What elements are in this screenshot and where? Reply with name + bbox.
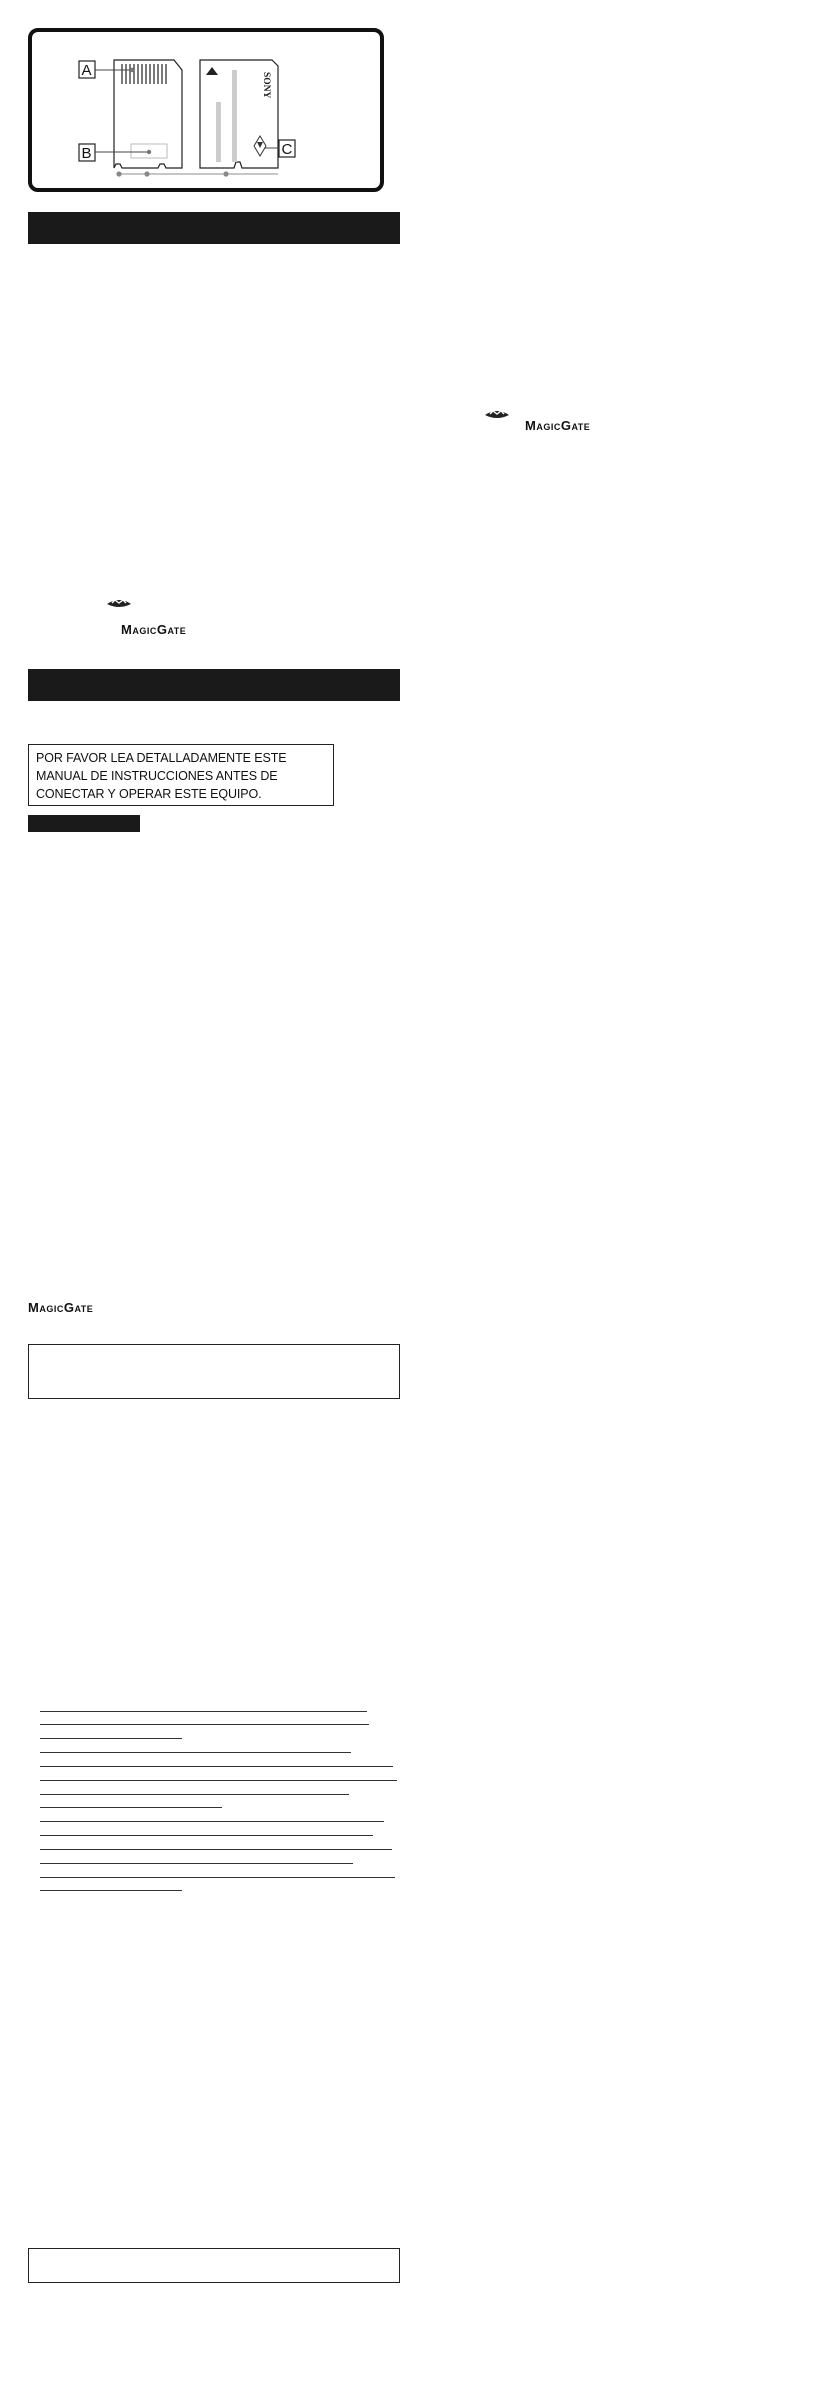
brand-sony: SONY xyxy=(261,72,271,99)
pointer-dot xyxy=(223,171,228,176)
blank-line xyxy=(40,1877,395,1878)
terminals xyxy=(122,64,166,84)
empty-note-box-bottom xyxy=(28,2248,400,2283)
blank-line xyxy=(40,1738,182,1739)
pointer-dot xyxy=(144,171,149,176)
blank-line xyxy=(40,1821,384,1822)
magicgate-logo: MagicGate xyxy=(121,622,187,637)
memory-stick-diagram xyxy=(28,28,384,192)
pointer-dot xyxy=(116,171,121,176)
label-a: A xyxy=(81,62,92,79)
blank-line xyxy=(40,1794,349,1795)
section-header-bar-2 xyxy=(28,669,400,701)
magicgate-logo: MagicGate xyxy=(28,1300,94,1315)
label-b: B xyxy=(81,145,92,162)
blank-line xyxy=(40,1807,222,1808)
blank-line xyxy=(40,1835,373,1836)
magicgate-emblem-icon xyxy=(484,408,510,420)
spanish-notice-text: POR FAVOR LEA DETALLADAMENTE ESTE MANUAL DE INSTRUCCIONES ANTES DE CONECTAR Y OPERAR ESTE EQUIPO. xyxy=(36,751,287,801)
blank-line xyxy=(40,1766,393,1767)
spanish-notice-box xyxy=(28,744,334,806)
blank-line xyxy=(40,1711,367,1712)
blank-line xyxy=(40,1863,353,1864)
blank-line xyxy=(40,1890,182,1891)
label-c: C xyxy=(281,141,293,158)
section-header-bar-1 xyxy=(28,212,400,244)
empty-note-box xyxy=(28,1344,400,1399)
blank-line xyxy=(40,1724,369,1725)
blank-line xyxy=(40,1780,397,1781)
magicgate-logo: MagicGate xyxy=(525,418,591,433)
subsection-header-bar xyxy=(28,815,140,832)
blank-line xyxy=(40,1849,392,1850)
magicgate-emblem-icon xyxy=(106,597,132,609)
blank-line xyxy=(40,1752,351,1753)
